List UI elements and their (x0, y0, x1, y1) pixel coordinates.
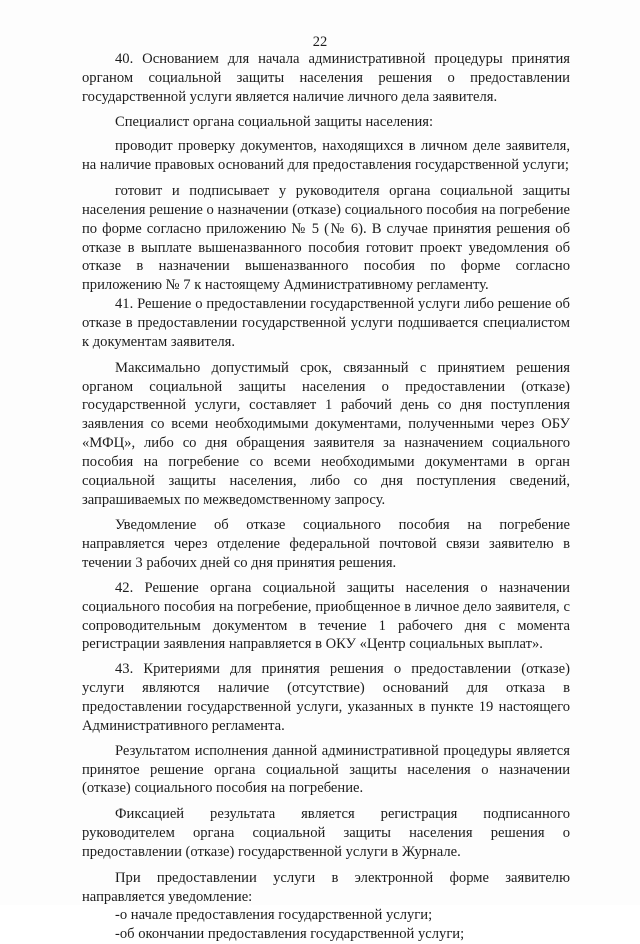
list-item-end: -об окончании предоставления государственной услуги; (115, 926, 465, 943)
paragraph-max-term: Максимально допустимый срок, связанный с принятием решения органом социальной защиты населения о предоставлении (отказе) государственной услуги, составляет 1 рабочий день со дня поступления заявления со всеми необходимыми документами, полученными через ОБУ «МФЦ», либо со дня обращения заявителя за назначением социального пособия на погребение со всеми необходимыми документами в орган социальной защиты населения, либо со дня поступления сведений, запрашиваемых по межведомственному запросу. (82, 359, 570, 508)
paragraph-electronic-notice: При предоставлении услуги в электронной форме заявителю направляется уведомление: (82, 869, 570, 905)
paragraph-41: 41. Решение о предоставлении государственной услуги либо решение об отказе в предоставлении государственной услуги подшивается специалистом к документам заявителя. (82, 296, 570, 350)
list-item-start: -о начале предоставления государственной услуги; (115, 907, 433, 924)
page-number: 22 (312, 34, 328, 50)
paragraph-42: 42. Решение органа социальной защиты населения о назначении социального пособия на погребение, приобщенное в личное дело заявителя, с сопроводительным документом в течение 1 рабочего дня с момента регистрации заявления направляется в ОКУ «Центр социальных выплат». (82, 579, 570, 653)
paragraph-refusal-notice: Уведомление об отказе социального пособия на погребение направляется через отделение федеральной почтовой связи заявителю в течении 3 рабочих дней со дня принятия решения. (82, 517, 570, 572)
paragraph-result: Результатом исполнения данной административной процедуры является принятое решение органа социальной защиты населения о назначении (отказе) социального пособия на погребение. (82, 742, 570, 797)
paragraph-fixation: Фиксацией результата является регистрация подписанного руководителем органа социальной защиты населения решения о предоставлении (отказе) государственной услуги в Журнале. (82, 806, 570, 860)
document-body (82, 50, 570, 944)
paragraph-40: 40. Основанием для начала административной процедуры принятия органом социальной защиты населения решения о предоставлении государственной услуги является наличие личного дела заявителя. (82, 51, 570, 105)
paragraph-check-documents: проводит проверку документов, находящихся в личном деле заявителя, на наличие правовых оснований для предоставления государственной услуги; (82, 138, 570, 174)
paragraph-prepare-decision: готовит и подписывает у руководителя органа социальной защиты населения решение о назначении (отказе) социального пособия на погребение по форме согласно приложению № 5 (№ 6). В случае принятия решения об отказе в выплате вышеназванного пособия готовит проект уведомления об отказе в назначении вышеназванного пособия по форме согласно приложению № 7 к настоящему Административному регламенту. (82, 183, 570, 294)
paragraph-43: 43. Критериями для принятия решения о предоставлении (отказе) услуги являются наличие (отсутствие) оснований для отказа в предоставлении государственной услуги, указанных в пункте 19 настоящего Административного регламента. (82, 661, 570, 734)
paragraph-specialist: Специалист органа социальной защиты населения: (115, 113, 434, 130)
